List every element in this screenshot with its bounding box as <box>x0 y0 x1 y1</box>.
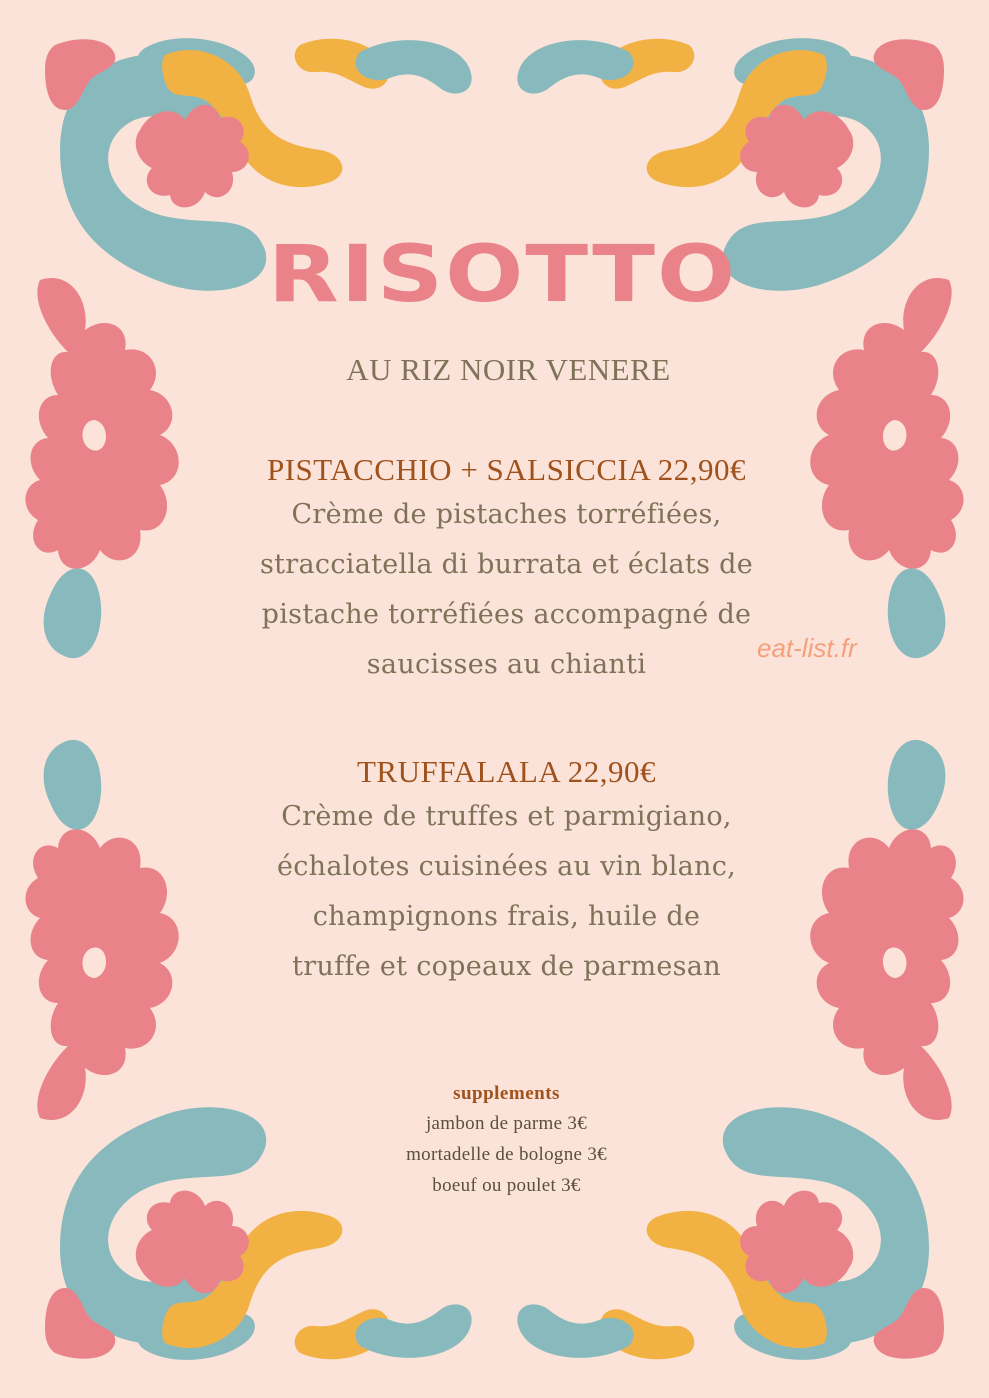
dish-description-line: truffe et copeaux de parmesan <box>292 951 721 982</box>
supplement-item: jambon de parme 3€ <box>425 1113 588 1134</box>
dish-truffalala <box>24 752 989 992</box>
menu-title: RISOTTO <box>267 228 738 320</box>
watermark: eat-list.fr <box>757 633 857 663</box>
dish-name: PISTACCHIO + SALSICCIA 22,90€ <box>266 452 747 487</box>
dish-description-line: Crème de truffes et parmigiano, <box>281 801 732 832</box>
dish-name: TRUFFALALA 22,90€ <box>356 754 656 789</box>
dish-description-line: stracciatella di burrata et éclats de <box>260 549 753 580</box>
dish-description-line: pistache torréfiées accompagné de <box>261 599 752 630</box>
supplement-item: mortadelle de bologne 3€ <box>406 1144 607 1165</box>
supplement-item: boeuf ou poulet 3€ <box>432 1175 581 1196</box>
supplements-title: supplements <box>453 1083 560 1104</box>
dish-description <box>24 792 989 992</box>
supplements-section <box>24 1080 989 1201</box>
dish-description-line: échalotes cuisinées au vin blanc, <box>276 851 737 882</box>
dish-description-line: saucisses au chianti <box>366 649 647 680</box>
dish-description-line: champignons frais, huile de <box>312 901 701 932</box>
dish-description-line: Crème de pistaches torréfiées, <box>291 499 722 530</box>
menu-subtitle: AU RIZ NOIR VENERE <box>346 352 671 387</box>
